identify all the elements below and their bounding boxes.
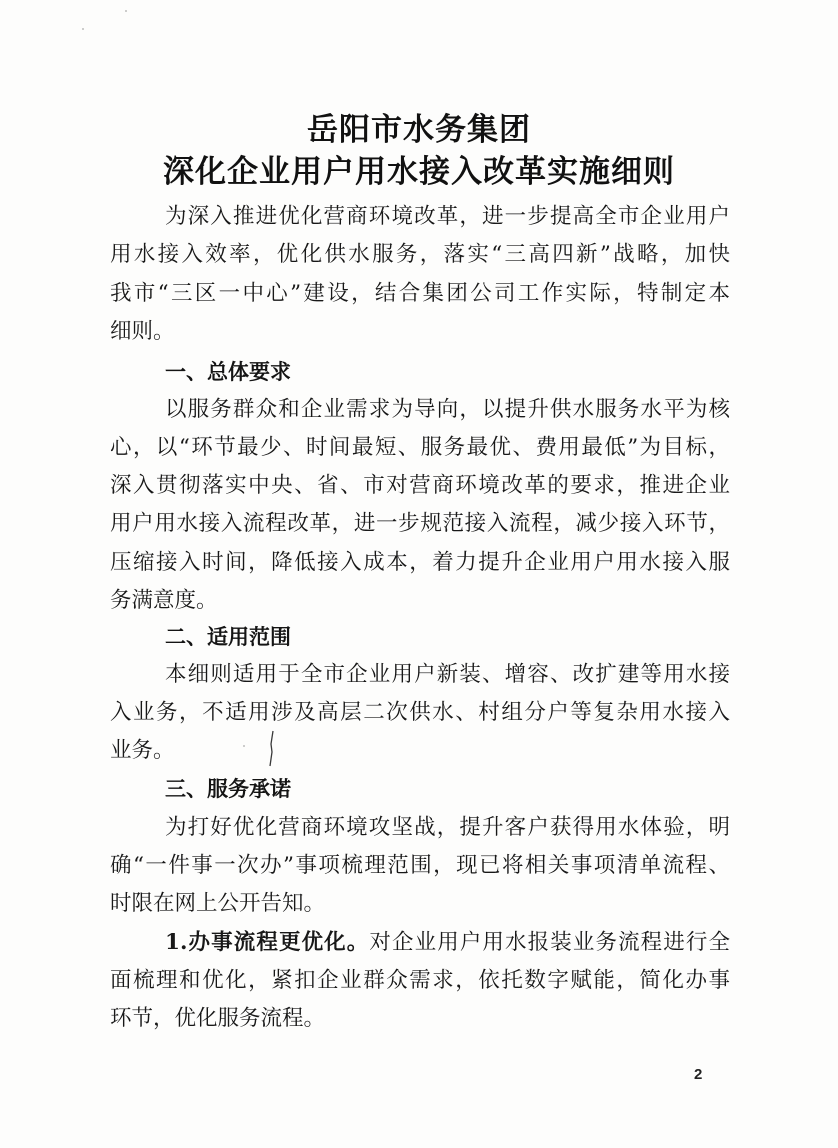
intro-line: 用水接入效率，优化供水服务，落实“三高四新”战略，加快 [110, 242, 730, 267]
section3-line: 为打好优化营商环境攻坚战，提升客户获得用水体验，明 [165, 815, 730, 840]
section2-line: 业务。 [110, 738, 175, 763]
intro-line: 为深入推进优化营商环境改革，进一步提高全市企业用户 [165, 204, 730, 229]
section1-line: 以服务群众和企业需求为导向，以提升供水服务水平为核 [165, 397, 730, 422]
scan-speck [125, 10, 127, 12]
intro-line: 细则。 [110, 319, 175, 344]
intro-line: 我市“三区一中心”建设，结合集团公司工作实际，特制定本 [110, 281, 730, 306]
section3-line: 确“一件事一次办”事项梳理范围，现已将相关事项清单流程、 [110, 853, 730, 878]
section2-line: 入业务，不适用涉及高层二次供水、村组分户等复杂用水接入 [110, 700, 730, 725]
section1-line: 心，以“环节最少、时间最短、服务最优、费用最低”为目标， [110, 435, 730, 460]
section1-heading: 一、总体要求 [165, 360, 291, 384]
item1-line: 环节，优化服务流程。 [110, 1006, 326, 1031]
scan-mark-icon [268, 730, 276, 770]
document-title-line2: 深化企业用户用水接入改革实施细则 [163, 154, 675, 190]
section2-heading: 二、适用范围 [165, 625, 291, 649]
item1-lead: 1.办事流程更优化。 [165, 930, 370, 955]
scan-speck [82, 28, 84, 30]
section1-line: 务满意度。 [110, 588, 218, 613]
page-number: 2 [694, 1066, 703, 1083]
item1-line: 面梳理和优化，紧扣企业群众需求，依托数字赋能，简化办事 [110, 968, 730, 993]
section3-heading: 三、服务承诺 [165, 777, 291, 801]
item1-line [165, 929, 730, 957]
section1-line: 压缩接入时间，降低接入成本，着力提升企业用户用水接入服 [110, 550, 730, 575]
section3-line: 时限在网上公开告知。 [110, 891, 326, 916]
section1-line: 深入贯彻落实中央、省、市对营商环境改革的要求，推进企业 [110, 473, 730, 498]
section2-line: 本细则适用于全市企业用户新装、增容、改扩建等用水接 [165, 662, 730, 687]
document-title-line1: 岳阳市水务集团 [307, 112, 531, 148]
item1-first-rest: 对企业用户用水报装业务流程进行全 [369, 930, 730, 955]
section1-line: 用户用水接入流程改革，进一步规范接入流程，减少接入环节， [110, 511, 730, 536]
